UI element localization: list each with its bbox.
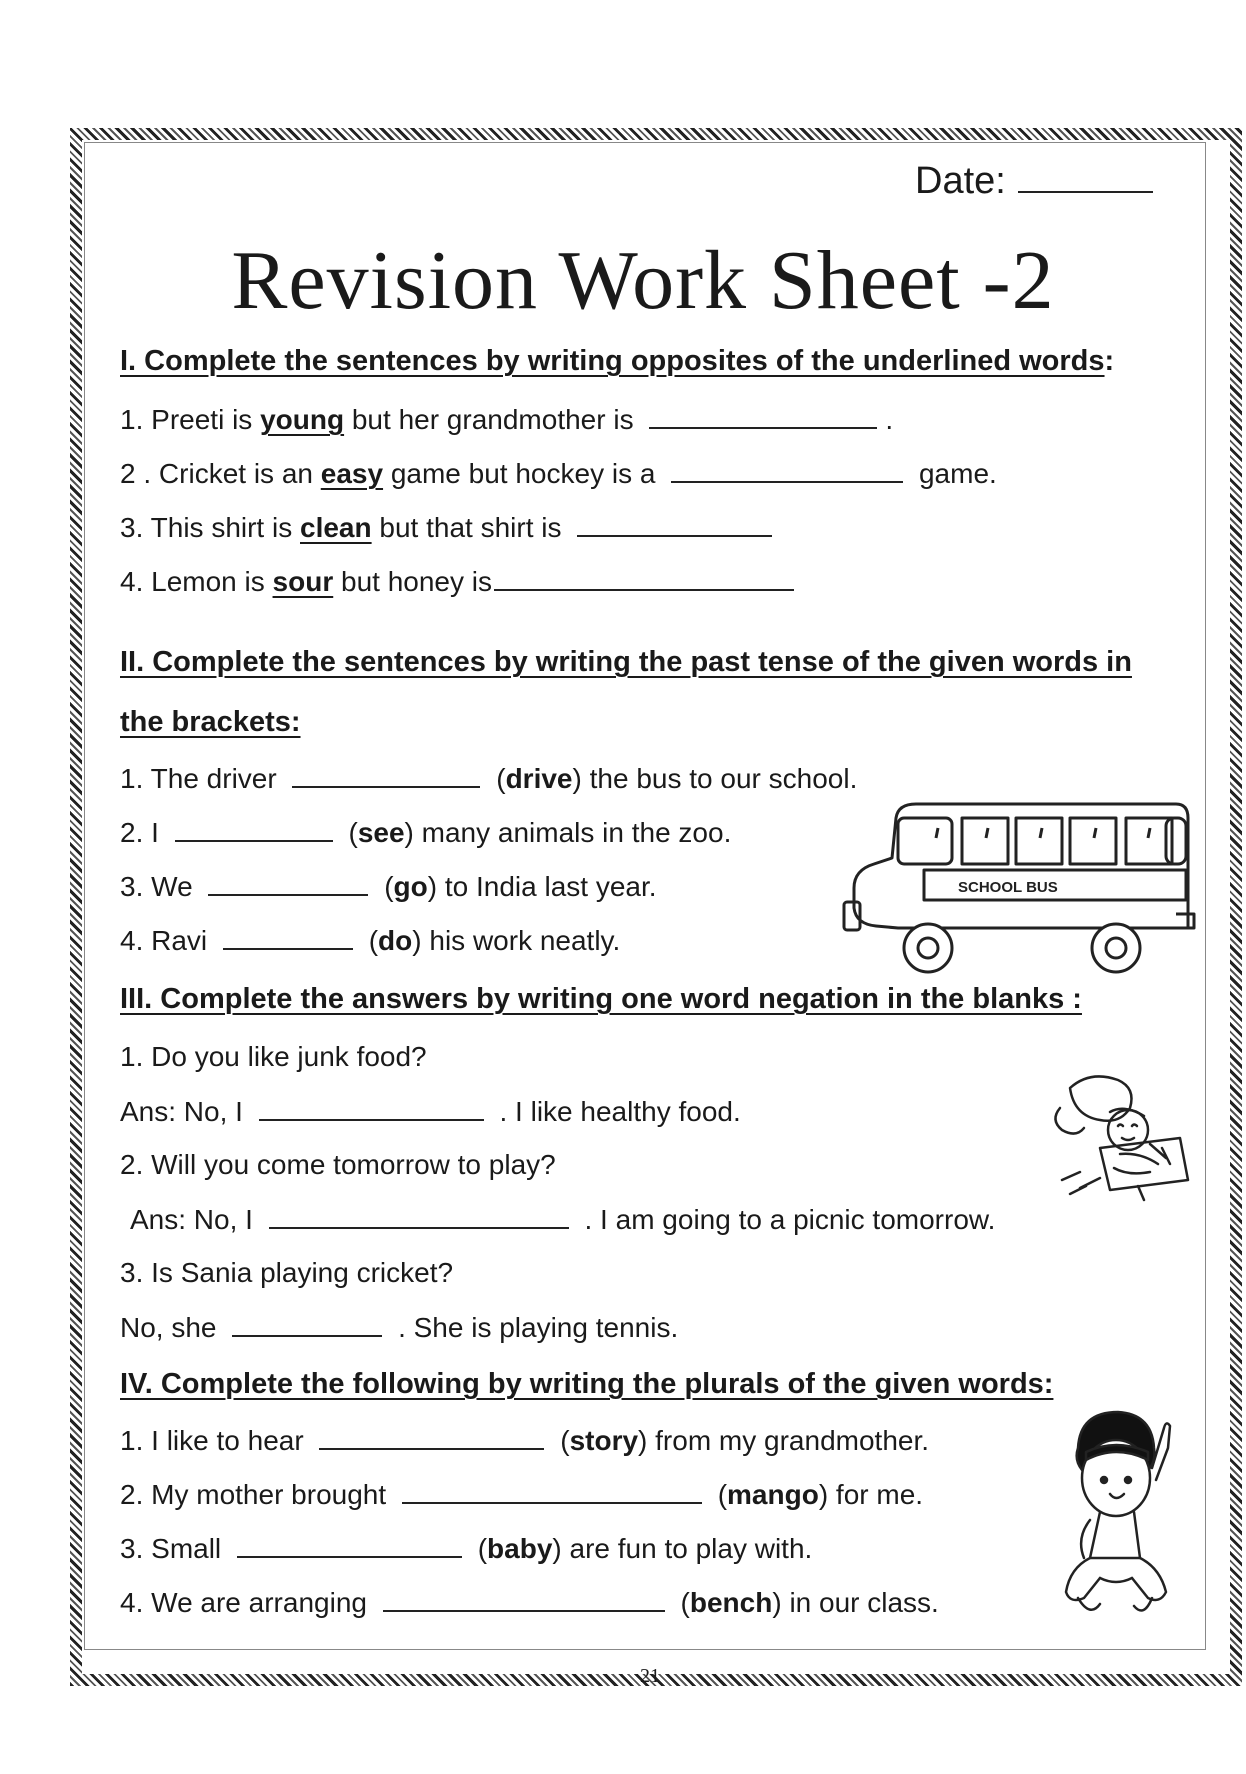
s1-item-4 [120, 565, 802, 598]
s2-word: do [378, 925, 413, 956]
s2-word: go [393, 871, 428, 902]
s1-item-1 [120, 403, 893, 436]
s4-item-3: 3. Small (baby) are fun to play with. [120, 1533, 813, 1564]
s4-word: story [569, 1425, 639, 1456]
s2-num: 4. [120, 925, 144, 956]
page-number: 21 [640, 1665, 660, 1687]
answer-blank[interactable] [175, 816, 333, 842]
s4-word: baby [487, 1533, 553, 1564]
s4-num: 1. [120, 1425, 144, 1456]
s4-word: bench [689, 1587, 773, 1618]
s1-item-2 [120, 457, 997, 490]
s1-num: 4. [120, 566, 144, 597]
s4-pre: My mother brought [151, 1479, 387, 1510]
s4-item-4: 4. We are arranging (bench) in our class. [120, 1587, 939, 1618]
section3-heading-text: III. Complete the answers by writing one word negation in the blanks : [120, 983, 1082, 1015]
s3-a2 [130, 1203, 995, 1236]
s3-q1: 1. Do you like junk food? [120, 1041, 427, 1072]
s4-num: 4. [120, 1587, 144, 1618]
s3-a-pre: Ans: No, I [130, 1204, 253, 1235]
school-bus-icon [836, 798, 1196, 980]
section3-heading [120, 983, 1082, 1016]
answer-blank[interactable] [292, 762, 480, 788]
s2-pre: The driver [150, 763, 277, 794]
s2-pre: Ravi [151, 925, 208, 956]
section1-heading-colon: : [1104, 345, 1115, 377]
s2-word: see [357, 817, 405, 848]
s2-post: his work neatly. [429, 925, 621, 956]
s1-num: 1. [120, 404, 144, 435]
child-drawing-icon [1040, 1068, 1190, 1218]
s1-post: game but hockey is a [390, 458, 656, 489]
s4-post: are fun to play with. [569, 1533, 813, 1564]
answer-blank[interactable] [577, 511, 772, 537]
answer-blank[interactable] [319, 1424, 544, 1450]
s3-q2: 2. Will you come tomorrow to play? [120, 1149, 556, 1180]
s2-item-3: 3. We (go) to India last year. [120, 871, 657, 902]
s3-a-post: . She is playing tennis. [398, 1312, 679, 1343]
s1-pre: Preeti is [151, 404, 253, 435]
s2-item-4: 4. Ravi (do) his work neatly. [120, 925, 621, 956]
date-field [915, 160, 1153, 203]
s3-a-post: . I am going to a picnic tomorrow. [584, 1204, 996, 1235]
s4-pre: Small [151, 1533, 222, 1564]
s2-word: drive [505, 763, 573, 794]
section2-heading-text2: the brackets: [120, 706, 301, 738]
date-blank[interactable] [1018, 161, 1153, 193]
s4-post: for me. [835, 1479, 924, 1510]
s4-num: 2. [120, 1479, 144, 1510]
s1-post: but her grandmother is [351, 404, 634, 435]
s4-pre: We are arranging [151, 1587, 367, 1618]
s3-a1 [120, 1095, 741, 1128]
s3-a3 [120, 1311, 678, 1344]
answer-blank[interactable] [232, 1311, 382, 1337]
section2-heading-text1: II. Complete the sentences by writing the past tense of the given words in [120, 646, 1132, 678]
s1-word: clean [300, 512, 372, 543]
answer-blank[interactable] [402, 1478, 702, 1504]
s4-item-1: 1. I like to hear (story) from my grandmother. [120, 1425, 930, 1456]
page-title: Revision Work Sheet -2 [231, 234, 1055, 327]
answer-blank[interactable] [494, 565, 794, 591]
section1-heading [120, 345, 1114, 378]
s1-end: game. [918, 458, 997, 489]
s3-a-pre: Ans: No, I [120, 1096, 243, 1127]
s2-pre: We [151, 871, 193, 902]
s1-word: young [260, 404, 345, 435]
s4-item-2: 2. My mother brought (mango) for me. [120, 1479, 924, 1510]
s1-end: . [885, 404, 894, 435]
section4-heading [120, 1368, 1053, 1401]
s4-num: 3. [120, 1533, 144, 1564]
answer-blank[interactable] [259, 1095, 484, 1121]
s1-num: 3. [120, 512, 144, 543]
s1-pre: Lemon is [151, 566, 265, 597]
bus-label: SCHOOL BUS [958, 879, 1058, 896]
s2-num: 2. [120, 817, 144, 848]
s1-word: sour [272, 566, 334, 597]
date-label: Date: [915, 160, 1006, 202]
section2-heading-line2 [120, 706, 301, 739]
s1-pre: Cricket is an [158, 458, 313, 489]
s2-post: to India last year. [444, 871, 657, 902]
s1-word: easy [320, 458, 384, 489]
s2-num: 1. [120, 763, 144, 794]
s4-post: from my grandmother. [655, 1425, 930, 1456]
s1-pre: This shirt is [150, 512, 293, 543]
s3-a-pre: No, she [120, 1312, 217, 1343]
boy-icon [1060, 1408, 1180, 1624]
s4-word: mango [727, 1479, 819, 1510]
s2-post: the bus to our school. [589, 763, 858, 794]
answer-blank[interactable] [649, 403, 877, 429]
section1-heading-text: I. Complete the sentences by writing opposites of the underlined words [120, 345, 1105, 377]
answer-blank[interactable] [671, 457, 903, 483]
answer-blank[interactable] [269, 1203, 569, 1229]
s2-post: many animals in the zoo. [421, 817, 732, 848]
s1-num: 2 . [120, 458, 152, 489]
s1-post: but honey is [341, 566, 493, 597]
s3-q3: 3. Is Sania playing cricket? [120, 1257, 454, 1288]
s2-item-1: 1. The driver (drive) the bus to our school. [120, 763, 858, 794]
answer-blank[interactable] [383, 1586, 665, 1612]
s3-a-post: . I like healthy food. [499, 1096, 741, 1127]
s2-item-2: 2. I (see) many animals in the zoo. [120, 817, 732, 848]
s4-pre: I like to hear [151, 1425, 304, 1456]
section4-heading-text: IV. Complete the following by writing the plurals of the given words: [120, 1368, 1054, 1400]
s1-post: but that shirt is [379, 512, 562, 543]
s4-post: in our class. [789, 1587, 939, 1618]
answer-blank[interactable] [237, 1532, 462, 1558]
s2-num: 3. [120, 871, 144, 902]
answer-blank[interactable] [208, 870, 368, 896]
s2-pre: I [151, 817, 159, 848]
section2-heading-line1 [120, 646, 1132, 679]
answer-blank[interactable] [223, 924, 353, 950]
s1-item-3 [120, 511, 780, 544]
